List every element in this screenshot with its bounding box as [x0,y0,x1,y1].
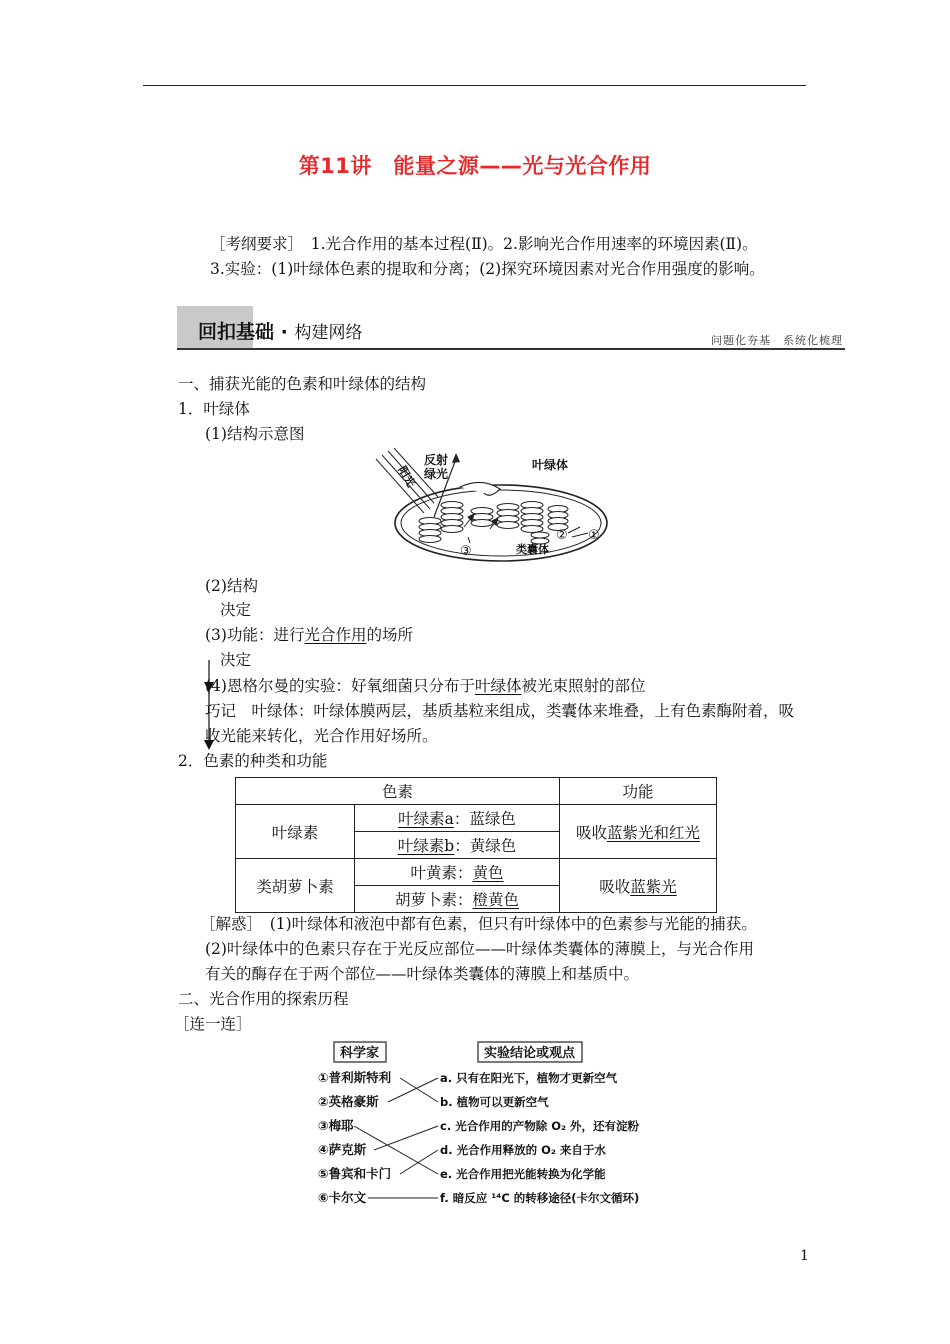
table-cell-carotenoid: 类胡萝卜素 [236,859,355,913]
carot-prefix: 胡萝卜素： [394,891,473,909]
banner-title-main: 回扣基础 [198,321,275,343]
chl-a-color: ：蓝绿色 [453,810,516,828]
label-reflect-2: 绿光 [424,467,449,481]
line-1-b [400,1078,438,1102]
table-row [236,859,717,886]
conclusion-e: e. 光合作用把光能转换为化学能 [440,1167,606,1181]
sub-function-prefix: (3)功能：进行 [205,626,305,644]
carot-func-prefix: 吸收 [599,877,631,896]
sub-engelmann [205,674,646,698]
banner-tagline: 问题化夯基 系统化梳理 [711,334,843,347]
clarify-line-3: 有关的酶存在于两个部位——叶绿体类囊体的薄膜上和基质中。 [205,965,640,983]
header-rule [143,85,806,86]
banner-title-sub: 构建网络 [294,323,363,343]
granum-2 [441,502,463,533]
line-4-c [374,1126,438,1150]
table-cell-carotene [355,886,560,913]
sub-structure-diagram: (1)结构示意图 [205,425,305,443]
label-circle-2: ② [556,528,568,543]
table-header-pigment: 色素 [236,778,560,805]
table-header-function: 功能 [560,778,717,805]
section1-heading: 一、捕获光能的色素和叶绿体的结构 [178,375,427,393]
granum-5 [521,502,543,533]
granum-4 [497,504,519,529]
sub-function [205,623,413,647]
xanth-color: 黄色 [472,864,504,882]
chl-func-answer: 蓝紫光和红光 [607,823,701,842]
box-conclusion-label: 实验结论或观点 [484,1046,576,1061]
granum-1 [419,518,441,543]
conclusion-f: f. 暗反应 ¹⁴C 的转移途径(卡尔文循环) [440,1191,640,1205]
label-circle-3: ③ [460,544,472,559]
sub-function-answer: 光合作用 [304,626,367,644]
sub-function-suffix: 的场所 [366,626,413,644]
chl-func-prefix: 吸收 [575,823,607,842]
sub-engelmann-suffix: 被光束照射的部位 [521,677,646,695]
item-chloroplast: 1．叶绿体 [178,400,250,418]
section-banner [177,306,845,350]
label-chloroplast: 叶绿体 [532,458,569,472]
clarify-line-1: ［解惑］ (1)叶绿体和液泡中都有色素，但只有叶绿体中的色素参与光能的捕获。 [200,915,757,933]
banner-underline [177,348,845,350]
conclusion-c: c. 光合作用的产物除 O₂ 外，还有淀粉 [440,1119,640,1133]
scientist-5: ⑤鲁宾和卡门 [318,1166,392,1181]
table-row [236,805,717,832]
chloroplast-figure [372,447,612,565]
scientist-2: ②英格豪斯 [318,1094,379,1109]
sub-structure: (2)结构 [205,577,258,595]
clarify-line-2: (2)叶绿体中的色素只存在于光反应部位——叶绿体类囊体的薄膜上，与光合作用 [205,940,754,958]
table-cell-carot-function [560,859,717,913]
banner-title [198,317,362,344]
scientist-6: ⑥卡尔文 [318,1190,367,1205]
table-cell-xanthophyll [355,859,560,886]
conclusion-d: d. 光合作用释放的 O₂ 来自于水 [440,1143,606,1157]
line-2-a [388,1078,438,1102]
pigment-table [235,777,717,913]
carot-color: 橙黄色 [472,891,520,909]
box-scientist-label: 科学家 [340,1046,380,1061]
table-cell-chlorophyll: 叶绿素 [236,805,355,859]
granum-6 [548,506,568,531]
sub-engelmann-answer: 叶绿体 [474,677,522,695]
label-circle-1: ① [588,528,600,543]
conclusion-b: b. 植物可以更新空气 [440,1095,549,1109]
chl-a-name: 叶绿素a [398,810,454,828]
xanth-prefix: 叶黄素： [410,864,473,882]
page-title: 第11讲 能量之源——光与光合作用 [298,154,652,178]
banner-title-dot: · [274,321,295,343]
connect-label: ［连一连］ [174,1015,252,1033]
sub-engelmann-prefix: (4)恩格尔曼的实验：好氧细菌只分布于 [205,677,475,695]
decide-label-2: 决定 [220,651,252,669]
scientist-3: ③梅耶 [318,1118,354,1133]
table-cell-chl-b [355,832,560,859]
chl-b-name: 叶绿素b [397,837,455,855]
scientist-4: ④萨克斯 [318,1142,367,1157]
page-number: 1 [800,1248,809,1264]
table-cell-chl-a [355,805,560,832]
mnemonic-line-1: 巧记 叶绿体：叶绿体膜两层，基质基粒来组成，类囊体来堆叠，上有色素酶附着，吸 [205,702,795,720]
requirements-line-2: 3.实验：(1)叶绿体色素的提取和分离；(2)探究环境因素对光合作用强度的影响。 [210,260,765,278]
section2-heading: 二、光合作用的探索历程 [178,990,349,1008]
granum-3 [471,508,493,527]
requirements-line-1: ［考纲要求］ 1.光合作用的基本过程(Ⅱ)。2.影响光合作用速率的环境因素(Ⅱ)。 [210,235,758,253]
decide-label-1: 决定 [220,601,252,619]
item-pigments: 2．色素的种类和功能 [178,752,328,770]
label-reflect-1: 反射 [424,453,449,467]
matching-figure [318,1040,678,1210]
conclusion-a: a. 只有在阳光下，植物才更新空气 [440,1071,618,1085]
table-cell-chl-function [560,805,717,859]
mnemonic-line-2: 收光能来转化，光合作用好场所。 [205,727,438,745]
label-thylakoid: 类囊体 [516,543,549,556]
label-sunlight: 阳光 [395,464,418,490]
chl-b-color: ：黄绿色 [454,837,517,855]
table-row [236,778,717,805]
carot-func-answer: 蓝紫光 [630,877,677,896]
scientist-1: ①普利斯特利 [318,1070,392,1085]
